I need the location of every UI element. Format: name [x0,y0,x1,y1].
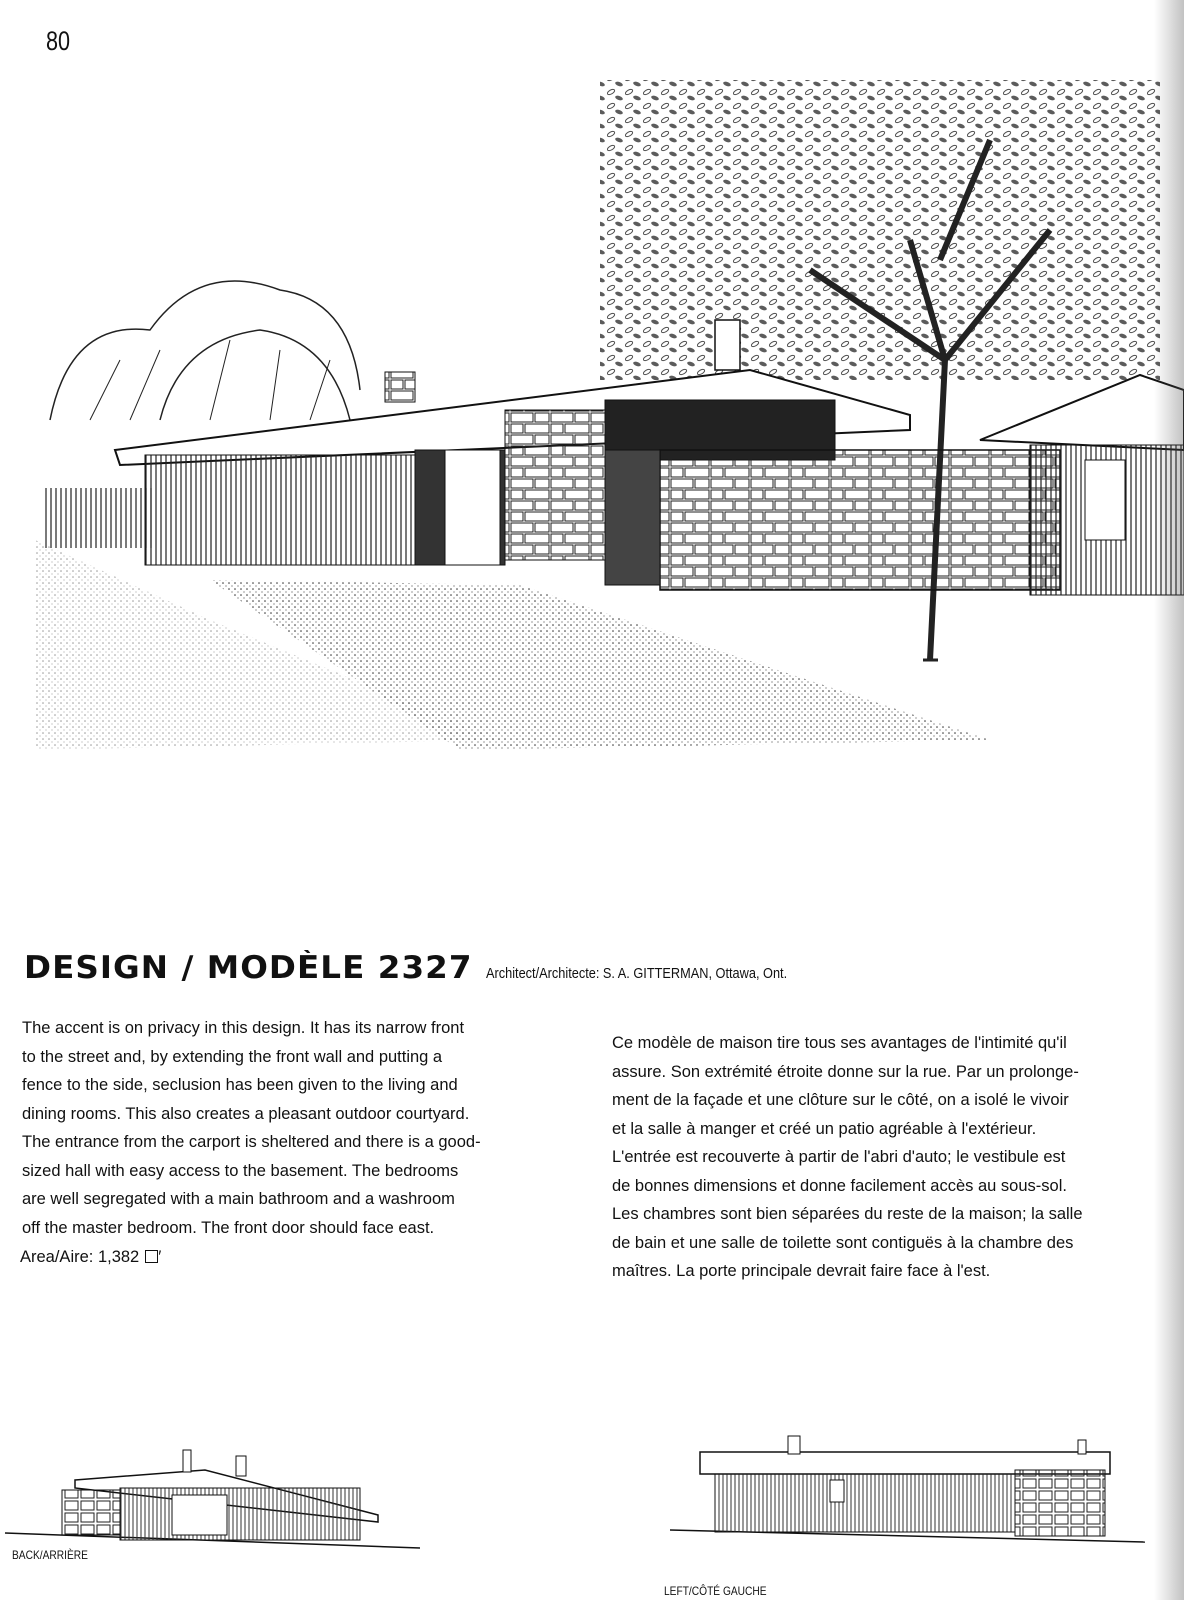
architect-credit: Architect/Architecte: S. A. GITTERMAN, Ottawa, Ont. [485,965,787,982]
left-elevation-label: LEFT/CÔTÉ GAUCHE [664,1584,767,1598]
text-line: fence to the side, seclusion has been given to the living and [22,1076,458,1094]
text-line: de bonnes dimensions et donne facilement accès au sous-sol. [612,1176,1067,1195]
house-perspective-illustration [30,60,1184,770]
text-line: The accent is on privacy in this design. It has its narrow front [22,1019,465,1037]
text-line: off the master bedroom. The front door should face east. [22,1218,435,1237]
design-heading [24,950,840,986]
text-line: L'entrée est recouverte à partir de l'abri d'auto; le vestibule est [612,1148,1066,1166]
area-unit: ′ [158,1248,162,1266]
page-number: 80 [46,26,71,56]
design-title: DESIGN / MODÈLE 2327 [24,950,473,986]
text-line: de bain et une salle de toilette sont contiguës à la chambre des [612,1233,1074,1252]
text-line: et la salle à manger et créé un patio agréable à l'extérieur. [612,1119,1037,1138]
scan-page-edge [1154,0,1184,1600]
back-elevation-drawing [0,1440,420,1550]
background-trees [50,281,360,420]
text-line: dining rooms. This also creates a pleasant outdoor courtyard. [22,1104,470,1123]
text-line: sized hall with easy access to the basement. The bedrooms [22,1161,459,1180]
text-line: assure. Son extrémité étroite donne sur la rue. Par un prolonge- [612,1062,1079,1081]
left-elevation-drawing [670,1430,1150,1550]
text-line: The entrance from the carport is sheltered and there is a good- [22,1133,481,1151]
text-line: Ce modèle de maison tire tous ses avantages de l'intimité qu'il [612,1034,1067,1052]
text-line: ment de la façade et une clôture sur le côté, on a isolé le vivoir [612,1091,1069,1109]
back-elevation-label: BACK/ARRIÈRE [12,1548,88,1562]
text-line: maîtres. La porte principale devrait faire face à l'est. [612,1262,991,1280]
french-description [612,1029,1184,1286]
text-line: Les chambres sont bien séparées du reste de la maison; la salle [612,1205,1083,1223]
area-line [20,1248,161,1267]
english-description [22,1014,582,1242]
square-feet-icon [145,1250,158,1263]
text-line: are well segregated with a main bathroom and a washroom [22,1190,455,1208]
text-line: to the street and, by extending the front wall and putting a [22,1047,443,1066]
area-value: Area/Aire: 1,382 [20,1248,140,1266]
